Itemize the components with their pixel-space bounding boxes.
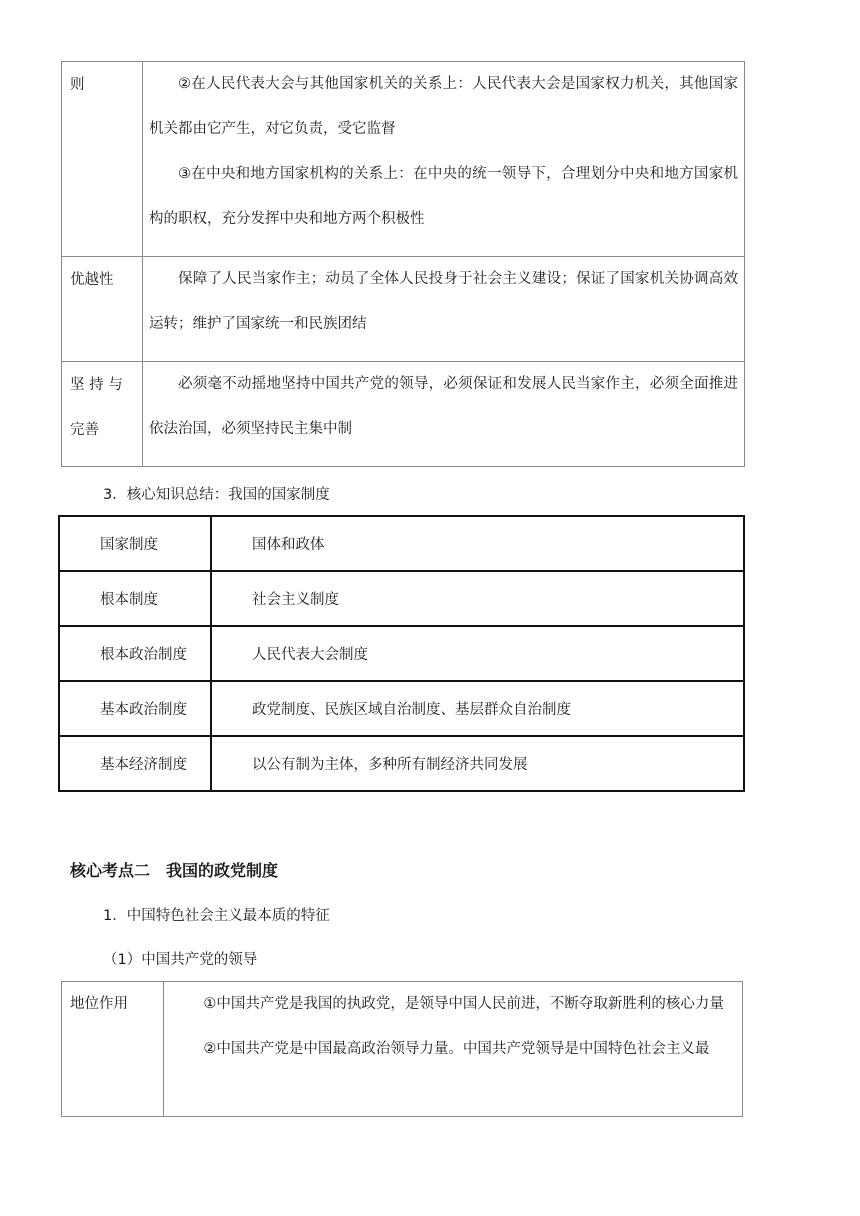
row-label: 则: [62, 62, 143, 257]
subsection-title: （1）中国共产党的领导: [103, 952, 258, 968]
system-value: 国体和政体: [211, 516, 744, 571]
row-label: 坚 持 与 完善: [62, 362, 143, 467]
institution-principles-table: [61, 61, 745, 467]
paragraph: ②在人民代表大会与其他国家机关的关系上：人民代表大会是国家权力机关，其他国家机关都由它产生，对它负责，受它监督: [149, 76, 738, 137]
system-value: 人民代表大会制度: [211, 626, 744, 681]
section-heading: 核心考点二 我国的政党制度: [70, 861, 279, 880]
table-row: [59, 571, 744, 626]
party-leadership-table-wrapper: [61, 981, 745, 1118]
table-row: [62, 982, 743, 1117]
system-name: 基本政治制度: [59, 681, 211, 736]
table-row: [59, 736, 744, 791]
table-row: [59, 681, 744, 736]
paragraph: 保障了人民当家作主；动员了全体人民投身于社会主义建设；保证了国家机关协调高效运转；维护了国家统一和民族团结: [149, 271, 738, 332]
system-name: 国家制度: [59, 516, 211, 571]
system-name: 根本制度: [59, 571, 211, 626]
row-content: [143, 362, 745, 467]
subsection-title: 1．中国特色社会主义最本质的特征: [103, 908, 330, 924]
paragraph: ②中国共产党是中国最高政治领导力量。中国共产党领导是中国特色社会主义最: [203, 1041, 710, 1057]
row-content: [143, 257, 745, 362]
system-name: 根本政治制度: [59, 626, 211, 681]
system-value: 以公有制为主体，多种所有制经济共同发展: [211, 736, 744, 791]
table-row: [59, 516, 744, 571]
table-row: [59, 626, 744, 681]
table-row: [62, 362, 745, 467]
row-content: [143, 62, 745, 257]
section-title: 3．核心知识总结：我国的国家制度: [103, 487, 330, 503]
paragraph: 必须毫不动摇地坚持中国共产党的领导，必须保证和发展人民当家作主，必须全面推进依法治国，必须坚持民主集中制: [149, 376, 738, 437]
paragraph: ①中国共产党是我国的执政党，是领导中国人民前进，不断夺取新胜利的核心力量: [203, 996, 724, 1012]
state-system-summary-table: [58, 515, 745, 792]
table-bottom-border: [61, 1116, 743, 1117]
system-value: 社会主义制度: [211, 571, 744, 626]
row-content: [164, 982, 743, 1117]
paragraph: ③在中央和地方国家机构的关系上：在中央的统一领导下，合理划分中央和地方国家机构的职权，充分发挥中央和地方两个积极性: [149, 166, 738, 227]
table-row: [62, 62, 745, 257]
system-name: 基本经济制度: [59, 736, 211, 791]
row-label: 地位作用: [62, 982, 164, 1117]
table-row: [62, 257, 745, 362]
system-value: 政党制度、民族区域自治制度、基层群众自治制度: [211, 681, 744, 736]
party-leadership-table: [61, 981, 743, 1117]
row-label: 优越性: [62, 257, 143, 362]
